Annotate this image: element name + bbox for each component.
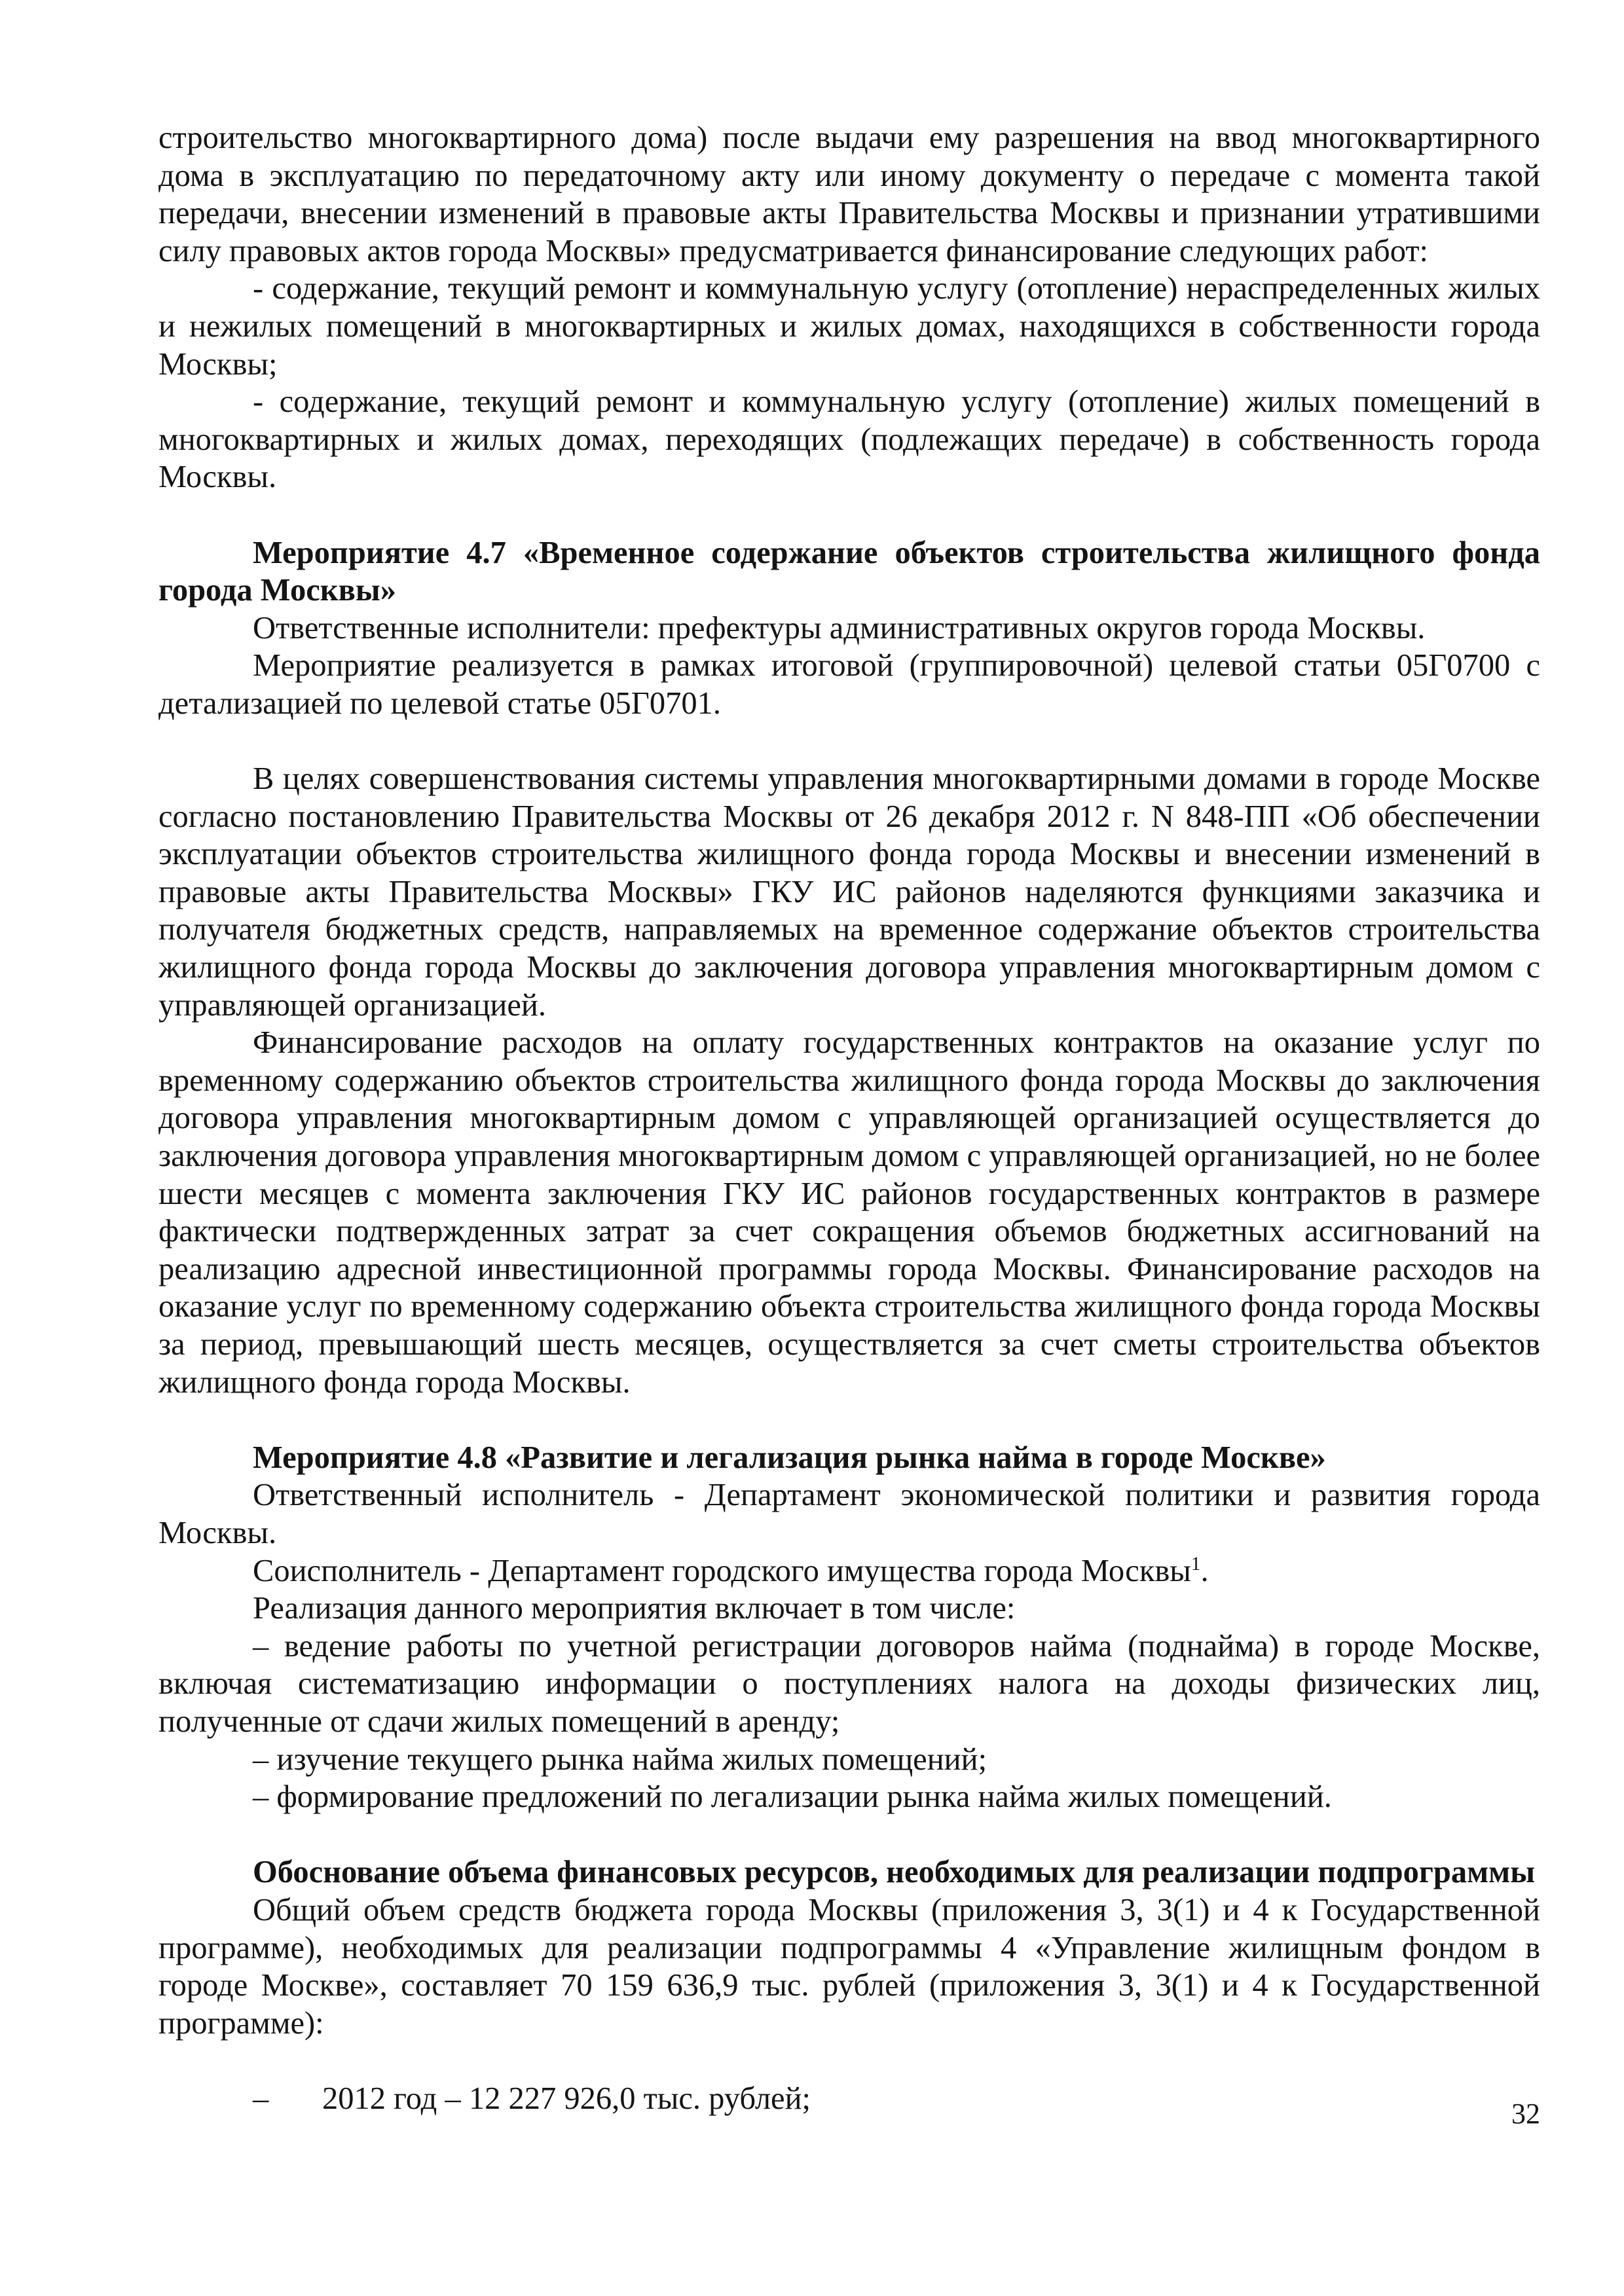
- paragraph: Финансирование расходов на оплату государственных контрактов на оказание услуг по временному содержанию объектов строительства жилищного фонда города Москвы до заключения договора управления многоквартирным домом с управляющей организацией осуществляется до заключения договора управления многоквартирным домом с управляющей организацией, но не более шести месяцев с момента заключения ГКУ ИС районов государственных контрактов в размере фактически подтвержденных затрат за счет сокращения объемов бюджетных ассигнований на реализацию адресной инвестиционной программы города Москвы. Финансирование расходов на оказание услуг по временному содержанию объекта строительства жилищного фонда города Москвы за период, превышающий шесть месяцев, осуществляется за счет сметы строительства объектов жилищного фонда города Москвы.: [158, 1025, 1540, 1400]
- paragraph: – формирование предложений по легализации рынка найма жилых помещений.: [253, 1779, 1332, 1815]
- page-number: 32: [1511, 2098, 1540, 2130]
- list-item-text: 2012 год – 12 227 926,0 тыс. рублей;: [322, 2081, 811, 2116]
- paragraph-end: .: [1200, 1553, 1209, 1588]
- paragraph: – ведение работы по учетной регистрации договоров найма (поднайма) в городе Москве, включая систематизацию информации о поступлениях налога на доходы физических лиц, полученные от сдачи жилых помещений в аренду;: [158, 1628, 1540, 1739]
- paragraph: – изучение текущего рынка найма жилых помещений;: [253, 1741, 987, 1777]
- paragraph-text: Соисполнитель - Департамент городского имущества города Москвы: [253, 1553, 1191, 1588]
- paragraph: Реализация данного мероприятия включает в том числе:: [253, 1591, 1016, 1626]
- list-dash: –: [253, 2081, 269, 2116]
- footnote-mark: 1: [1190, 1553, 1201, 1575]
- section-heading: Мероприятие 4.8 «Развитие и легализация рынка найма в городе Москве»: [253, 1440, 1326, 1475]
- paragraph: Ответственные исполнители: префектуры административных округов города Москвы.: [253, 610, 1426, 646]
- paragraph: - содержание, текущий ремонт и коммунальную услугу (отопление) жилых помещений в многоквартирных и жилых домах, переходящих (подлежащих передаче) в собственность города Москвы.: [158, 384, 1540, 495]
- section-heading: Обоснование объема финансовых ресурсов, необходимых для реализации подпрограммы: [253, 1855, 1536, 1890]
- paragraph: Общий объем средств бюджета города Москвы (приложения 3, 3(1) и 4 к Государственной программе), необходимых для реализации подпрограммы 4 «Управление жилищным фондом в городе Москве», составляет 70 159 636,9 тыс. рублей (приложения 3, 3(1) и 4 к Государственной программе):: [158, 1892, 1540, 2041]
- section-heading: Мероприятие 4.7 «Временное содержание объектов строительства жилищного фонда города Москвы»: [158, 535, 1540, 608]
- document-body: [158, 119, 1540, 2117]
- paragraph: Мероприятие реализуется в рамках итоговой (группировочной) целевой статьи 05Г0700 с детализацией по целевой статье 05Г0701.: [158, 648, 1540, 721]
- list-item: [158, 2080, 1540, 2118]
- paragraph: строительство многоквартирного дома) после выдачи ему разрешения на ввод многоквартирного дома в эксплуатацию по передаточному акту или иному документу о передаче с момента такой передачи, внесении изменений в правовые акты Правительства Москвы и признании утратившими силу правовых актов города Москвы» предусматривается финансирование следующих работ:: [158, 120, 1540, 268]
- paragraph: Ответственный исполнитель - Департамент экономической политики и развития города Москвы.: [158, 1478, 1540, 1550]
- paragraph: [158, 1552, 1540, 1590]
- paragraph: В целях совершенствования системы управления многоквартирными домами в городе Москве согласно постановлению Правительства Москвы от 26 декабря 2012 г. N 848-ПП «Об обеспечении эксплуатации объектов строительства жилищного фонда города Москвы и внесении изменений в правовые акты Правительства Москвы» ГКУ ИС районов наделяются функциями заказчика и получателя бюджетных средств, направляемых на временное содержание объектов строительства жилищного фонда города Москвы до заключения договора управления многоквартирным домом с управляющей организацией.: [158, 761, 1540, 1023]
- paragraph: - содержание, текущий ремонт и коммунальную услугу (отопление) нераспределенных жилых и нежилых помещений в многоквартирных и жилых домах, находящихся в собственности города Москвы;: [158, 271, 1540, 382]
